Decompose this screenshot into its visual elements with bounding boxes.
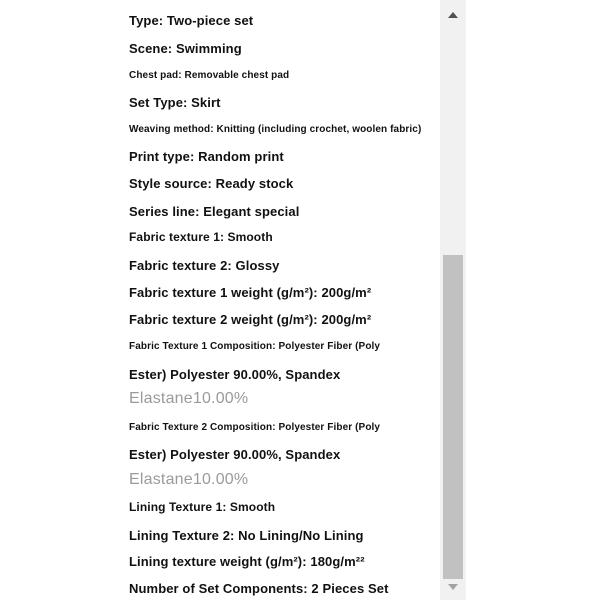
spec-line-fabric-2-weight: Fabric texture 2 weight (g/m²): 200g/m² [129, 312, 372, 327]
scroll-up-button[interactable] [446, 8, 460, 22]
spec-line-scene: Scene: Swimming [129, 41, 242, 56]
spec-line-set-components: Number of Set Components: 2 Pieces Set [129, 581, 389, 596]
spec-line-lining-weight: Lining texture weight (g/m²): 180g/m²² [129, 554, 365, 569]
spec-line-fabric-texture-2: Fabric texture 2: Glossy [129, 258, 280, 273]
scroll-down-button[interactable] [446, 580, 460, 594]
vertical-scrollbar[interactable] [440, 0, 466, 600]
spec-line-lining-texture-1: Lining Texture 1: Smooth [129, 500, 276, 514]
scrollbar-thumb[interactable] [443, 255, 463, 579]
spec-line-set-type: Set Type: Skirt [129, 95, 221, 110]
spec-line-type: Type: Two-piece set [129, 13, 254, 28]
spec-line-fabric-texture-1: Fabric texture 1: Smooth [129, 230, 273, 244]
spec-line-lining-texture-2: Lining Texture 2: No Lining/No Lining [129, 528, 364, 543]
spec-line-fabric-2-composition-cont: Ester) Polyester 90.00%, Spandex [129, 447, 341, 462]
spec-line-fabric-1-elastane: Elastane10.00% [129, 390, 249, 407]
spec-line-series-line: Series line: Elegant special [129, 204, 300, 219]
spec-line-fabric-1-weight: Fabric texture 1 weight (g/m²): 200g/m² [129, 285, 372, 300]
spec-line-fabric-1-composition: Fabric Texture 1 Composition: Polyester Fiber (Poly [129, 341, 381, 352]
spec-line-weaving: Weaving method: Knitting (including crochet, woolen fabric) [129, 124, 422, 135]
spec-line-chest-pad: Chest pad: Removable chest pad [129, 70, 290, 81]
triangle-down-icon [448, 584, 458, 590]
spec-line-fabric-1-composition-cont: Ester) Polyester 90.00%, Spandex [129, 367, 341, 382]
spec-line-fabric-2-elastane: Elastane10.00% [129, 471, 249, 488]
spec-line-fabric-2-composition: Fabric Texture 2 Composition: Polyester Fiber (Poly [129, 422, 381, 433]
triangle-up-icon [448, 12, 458, 18]
spec-line-style-source: Style source: Ready stock [129, 176, 294, 191]
spec-line-print-type: Print type: Random print [129, 149, 284, 164]
